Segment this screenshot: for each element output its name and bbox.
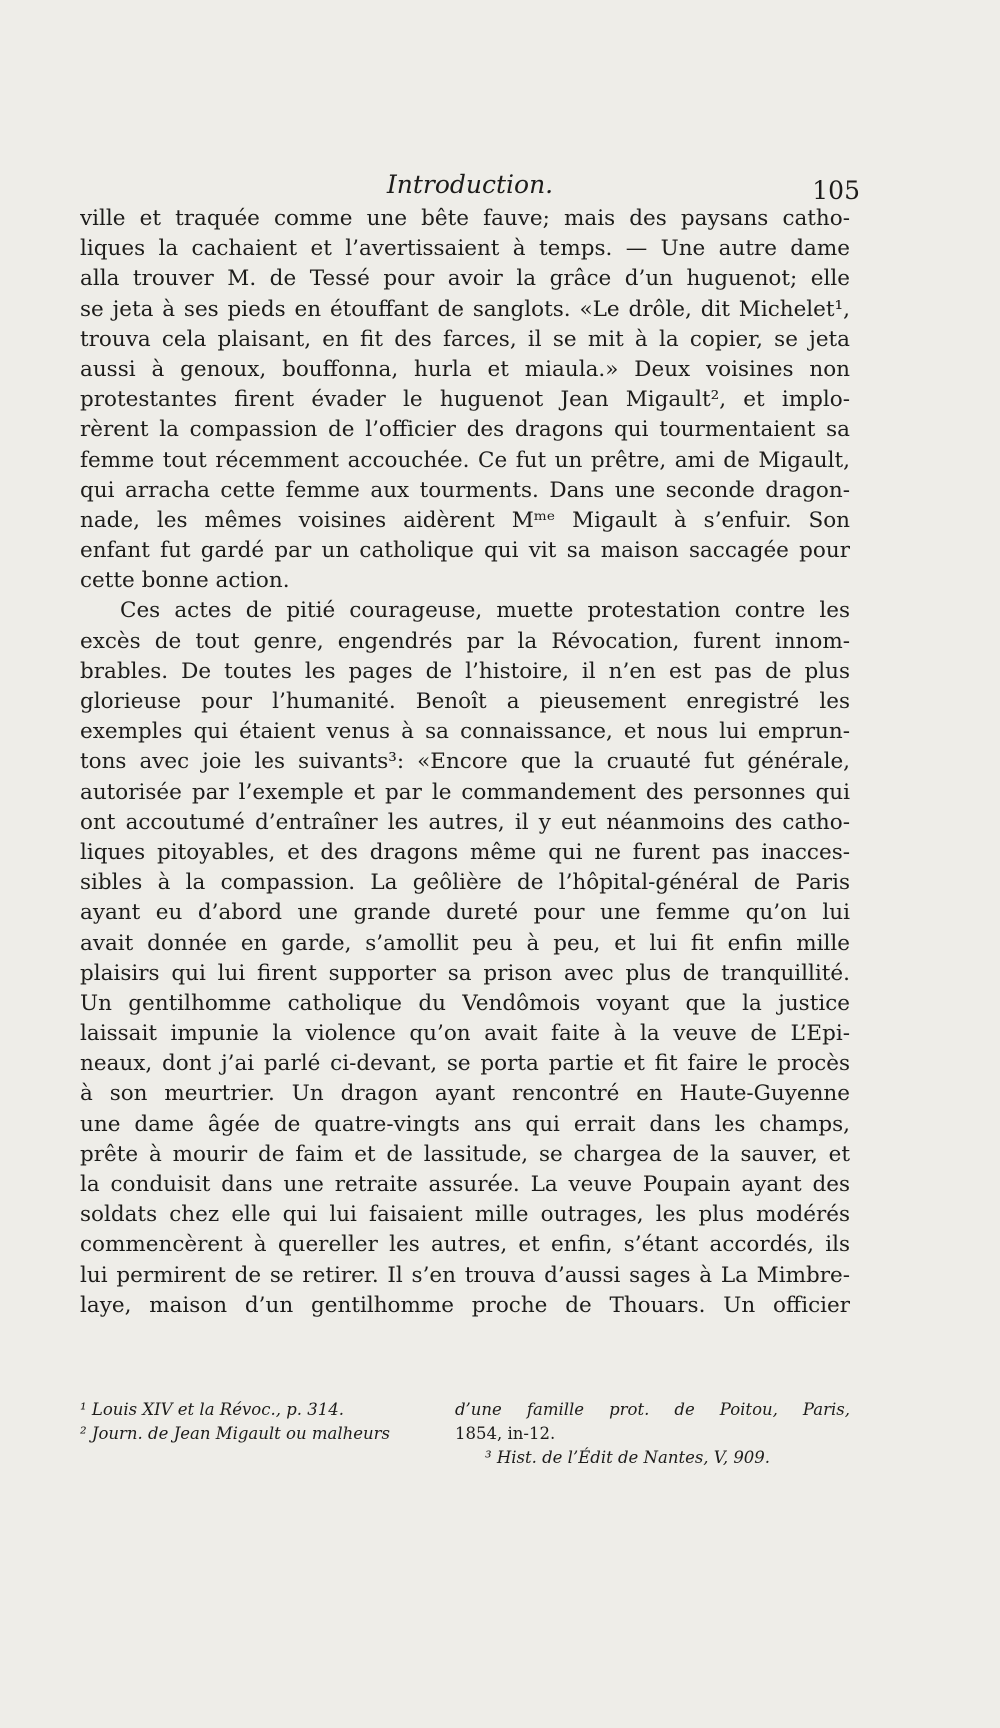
text-line: neaux, dont j’ai parlé ci-devant, se porta partie et fit faire le procès xyxy=(80,1051,850,1077)
text-line: excès de tout genre, engendrés par la Révocation, furent innom- xyxy=(80,628,850,654)
text-line: la conduisit dans une retraite assurée. La veuve Poupain ayant des xyxy=(80,1172,850,1197)
text-line: tons avec joie les suivants³: «Encore que la cruauté fut générale, xyxy=(80,749,850,775)
text-line: qui arracha cette femme aux tourments. Dans une seconde dragon- xyxy=(80,477,850,503)
text-line: laissait impunie la violence qu’on avait faite à la veuve de L’Epi- xyxy=(80,1021,850,1047)
text-line: exemples qui étaient venus à sa connaissance, et nous lui emprun- xyxy=(80,719,850,745)
text-line: aussi à genoux, bouffonna, hurla et miaula.» Deux voisines non xyxy=(80,356,850,382)
text-line: ville et traquée comme une bête fauve; mais des paysans catho- xyxy=(80,206,850,231)
text-line: commencèrent à quereller les autres, et enfin, s’étant accordés, ils xyxy=(80,1232,850,1258)
footnote-2-imprint: 1854, in-12. xyxy=(455,1424,556,1443)
page-header xyxy=(80,170,860,204)
text-line: avait donnée en garde, s’amollit peu à peu, et lui fit enfin mille xyxy=(80,930,850,956)
text-line: alla trouver M. de Tessé pour avoir la grâce d’un huguenot; elle xyxy=(80,266,850,292)
text-line: enfant fut gardé par un catholique qui vit sa maison saccagée pour xyxy=(80,538,850,564)
text-line: ayant eu d’abord une grande dureté pour une femme qu’on lui xyxy=(80,900,850,926)
text-line: soldats chez elle qui lui faisaient mille outrages, les plus modérés xyxy=(80,1202,850,1228)
text-line: protestantes firent évader le huguenot Jean Migault², et implo- xyxy=(80,387,850,413)
text-line: ont accoutumé d’entraîner les autres, il y eut néanmoins des catho- xyxy=(80,809,850,835)
text-line-paragraph-end: cette bonne action. xyxy=(80,568,290,594)
text-line: glorieuse pour l’humanité. Benoît a pieusement enregistré les xyxy=(80,689,850,714)
text-line: laye, maison d’un gentilhomme proche de Thouars. Un officier xyxy=(80,1292,850,1318)
text-line: se jeta à ses pieds en étouffant de sanglots. «Le drôle, dit Michelet¹, xyxy=(80,296,850,322)
text-line: trouva cela plaisant, en fit des farces, il se mit à la copier, se jeta xyxy=(80,326,850,352)
running-title: Introduction. xyxy=(386,170,554,199)
text-line: plaisirs qui lui firent supporter sa prison avec plus de tranquillité. xyxy=(80,960,850,986)
text-line: brables. De toutes les pages de l’histoire, il n’en est pas de plus xyxy=(80,658,850,684)
footnote-2: ² Journ. de Jean Migault ou malheurs xyxy=(80,1424,390,1443)
footnotes-right-column xyxy=(455,1398,850,1470)
text-line: nade, les mêmes voisines aidèrent Mᵐᵉ Migault à s’enfuir. Son xyxy=(80,507,850,533)
text-line: liques la cachaient et l’avertissaient à temps. — Une autre dame xyxy=(80,236,850,262)
text-line: prête à mourir de faim et de lassitude, se chargea de la sauver, et xyxy=(80,1141,850,1167)
footnotes-left-column xyxy=(80,1398,440,1446)
text-line: lui permirent de se retirer. Il s’en trouva d’aussi sages à La Mimbre- xyxy=(80,1262,850,1288)
text-line: sibles à la compassion. La geôlière de l’hôpital-général de Paris xyxy=(80,870,850,896)
footnote-1: ¹ Louis XIV et la Révoc., p. 314. xyxy=(80,1400,344,1419)
text-line: liques pitoyables, et des dragons même qui ne furent pas inacces- xyxy=(80,839,850,865)
text-line: autorisée par l’exemple et par le commandement des personnes qui xyxy=(80,779,850,805)
text-line: rèrent la compassion de l’officier des dragons qui tourmentaient sa xyxy=(80,417,850,443)
text-line: une dame âgée de quatre-vingts ans qui errait dans les champs, xyxy=(80,1111,850,1137)
text-line: Un gentilhomme catholique du Vendômois voyant que la justice xyxy=(80,990,850,1016)
footnote-3: ³ Hist. de l’Édit de Nantes, V, 909. xyxy=(485,1448,771,1467)
text-line: à son meurtrier. Un dragon ayant rencontré en Haute-Guyenne xyxy=(80,1081,850,1107)
footnote-2-continued: d’une famille prot. de Poitou, Paris, xyxy=(455,1400,850,1419)
page-number: 105 xyxy=(812,176,860,205)
body-text xyxy=(80,204,850,1321)
text-line-paragraph-start: Ces actes de pitié courageuse, muette protestation contre les xyxy=(120,598,850,624)
text-line: femme tout récemment accouchée. Ce fut un prêtre, ami de Migault, xyxy=(80,447,850,473)
